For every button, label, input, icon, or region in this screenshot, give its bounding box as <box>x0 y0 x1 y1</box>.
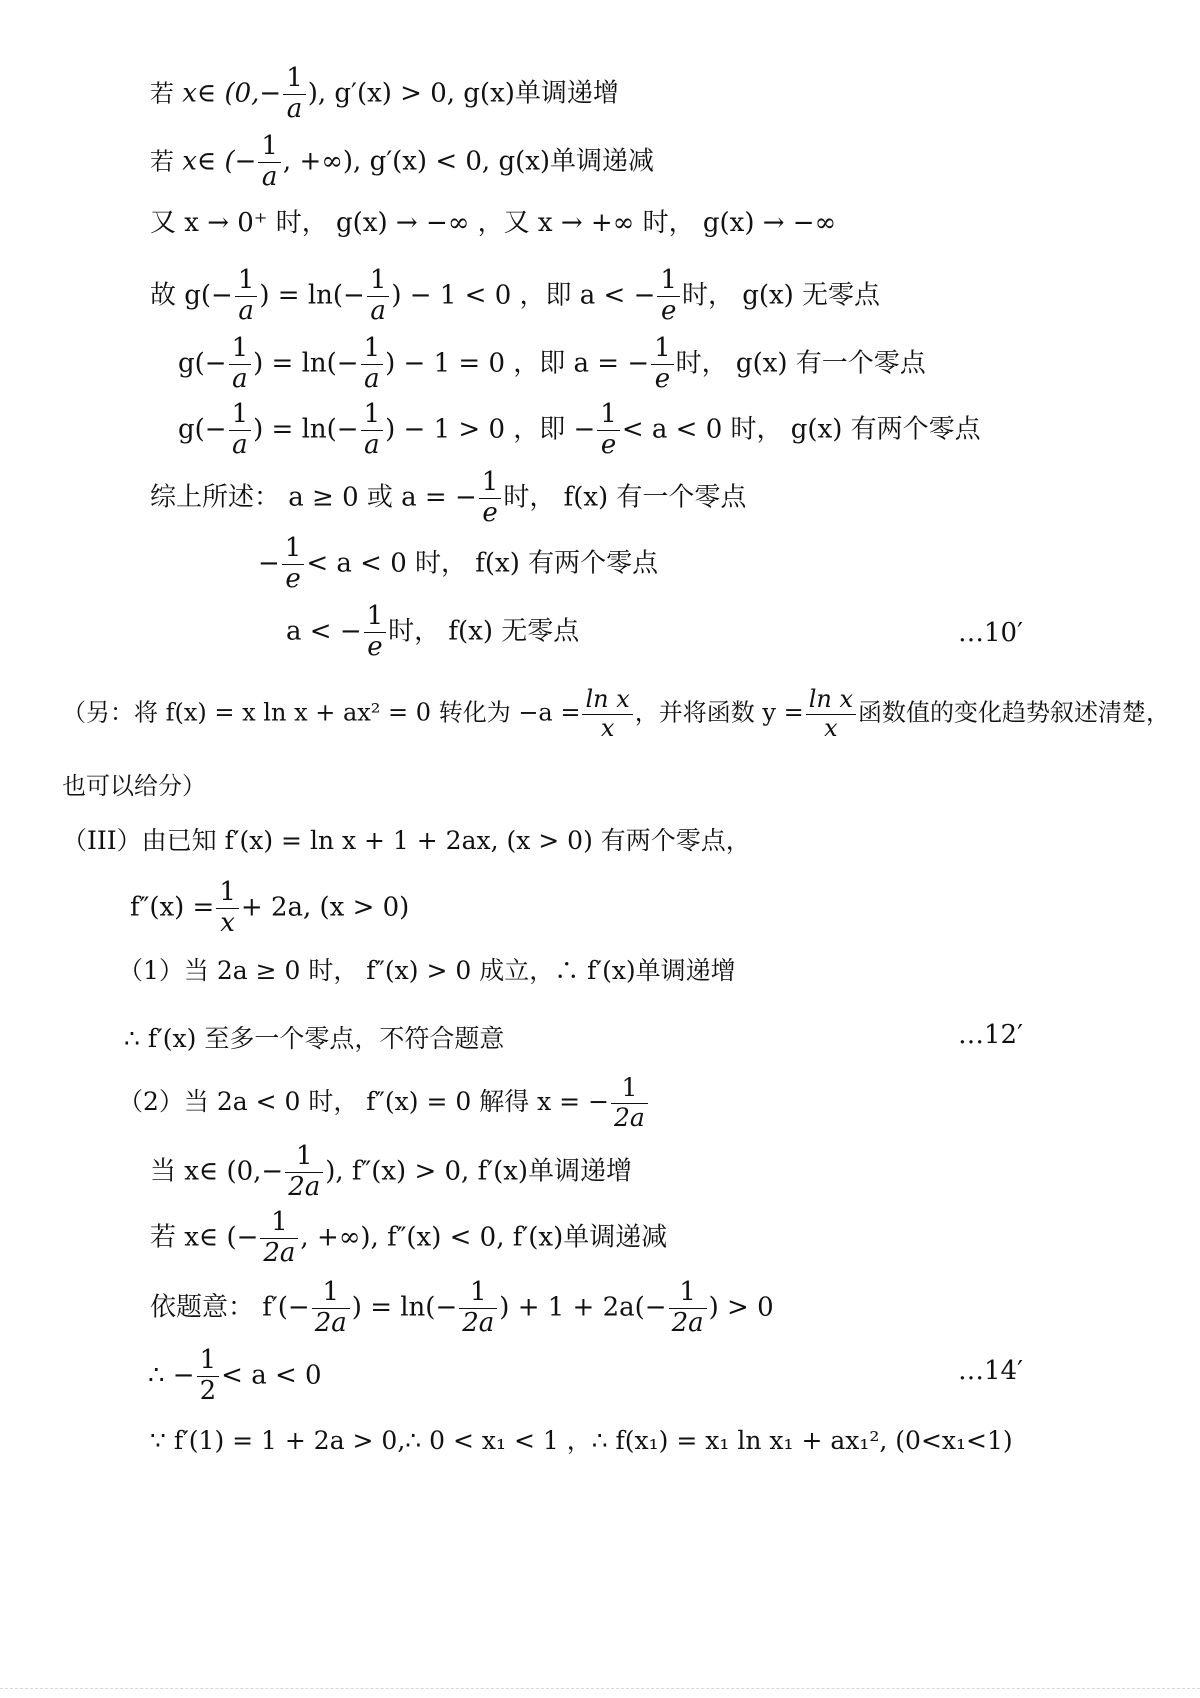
line-range-result: ∴ − $\frac{1}{2}$ < a < 0 <box>148 1345 322 1406</box>
line-case1: （1）当 2a ≥ 0 时， f″(x) > 0 成立，∴ f′(x)单调递增 <box>118 956 736 985</box>
fraction: $\frac{1}{a}$ <box>283 64 306 125</box>
score-mark-14: …14′ <box>958 1356 1023 1386</box>
line-summary-3: a < − $\frac{1}{e}$ 时， f(x) 无零点 <box>286 601 580 662</box>
line-alternative-note: （另：将 f(x) = x ln x + ax² = 0 转化为 −a = $\frac{\text{ln x}}{x}$ ，并将函数 y = $\frac{\text{ln x}}{x}$ 函数值的变化趋势叙述清楚， <box>62 685 1171 742</box>
line-condition: 依题意： f′(− $\frac{1}{2a}$ ) = ln(− $\frac{1}{2a}$ ) + 1 + 2a(− $\frac{1}{2a}$ ) > 0 <box>150 1277 774 1338</box>
line-case2-decreasing: 若 x∈ (− $\frac{1}{2a}$ , +∞), f″(x) < 0, f′(x)单调递减 <box>150 1207 668 1268</box>
page-bottom-rule <box>0 1688 1200 1689</box>
line-summary-1: 综上所述： a ≥ 0 或 a = − $\frac{1}{e}$ 时， f(x) 有一个零点 <box>150 467 747 528</box>
line-part-iii: （III）由已知 f′(x) = ln x + 1 + 2ax, (x > 0) 有两个零点， <box>62 826 751 855</box>
line-g-decreasing <box>150 132 654 193</box>
fraction: $\frac{1}{a}$ <box>258 132 281 193</box>
text: 若 <box>150 79 174 108</box>
line-case2: （2）当 2a < 0 时， f″(x) = 0 解得 x = − $\frac{1}{2a}$ <box>118 1074 650 1133</box>
line-summary-2: − $\frac{1}{e}$ < a < 0 时， f(x) 有两个零点 <box>258 533 659 594</box>
line-case-no-zero: 故 g(− $\frac{1}{a}$ ) = ln(− $\frac{1}{a}$ ) − 1 < 0 ，即 a < − $\frac{1}{e}$ 时， g(x) 无零点 <box>150 265 881 326</box>
line-limits <box>150 208 836 239</box>
line-case-one-zero: g(− $\frac{1}{a}$ ) = ln(− $\frac{1}{a}$ ) − 1 = 0 ，即 a = − $\frac{1}{e}$ 时， g(x) 有一个零点 <box>178 333 926 394</box>
math: , +∞), g′(x) < 0, g(x)单调递减 <box>282 146 655 177</box>
line-second-derivative: f″(x) = $\frac{1}{x}$ + 2a, (x > 0) <box>130 877 410 938</box>
score-mark-12: …12′ <box>958 1020 1023 1050</box>
score-mark-10: …10′ <box>958 618 1023 648</box>
line-case1-conclusion: ∴ f′(x) 至多一个零点，不符合题意 <box>124 1024 505 1053</box>
math: x∈ (0,− <box>182 78 282 109</box>
text: 若 <box>150 147 174 176</box>
line-final: ∵ f′(1) = 1 + 2a > 0,∴ 0 < x₁ < 1 ，∴ f(x₁) = x₁ ln x₁ + ax₁², (0<x₁<1) <box>150 1426 1013 1455</box>
math: x∈ (− <box>182 146 257 177</box>
math: ), g′(x) > 0, g(x)单调递增 <box>307 78 619 109</box>
line-g-increasing <box>150 64 619 125</box>
line-case-two-zeros: g(− $\frac{1}{a}$ ) = ln(− $\frac{1}{a}$ ) − 1 > 0 ，即 − $\frac{1}{e}$ < a < 0 时， g(x) 有两个零点 <box>178 399 981 460</box>
line-case2-increasing: 当 x∈ (0,− $\frac{1}{2a}$ ), f″(x) > 0, f′(x)单调递增 <box>150 1141 633 1202</box>
math-text: 又 x → 0⁺ 时， g(x) → −∞ ，又 x → +∞ 时， g(x) → −∞ <box>150 208 837 238</box>
line-alternative-note-end: 也可以给分） <box>62 772 206 800</box>
